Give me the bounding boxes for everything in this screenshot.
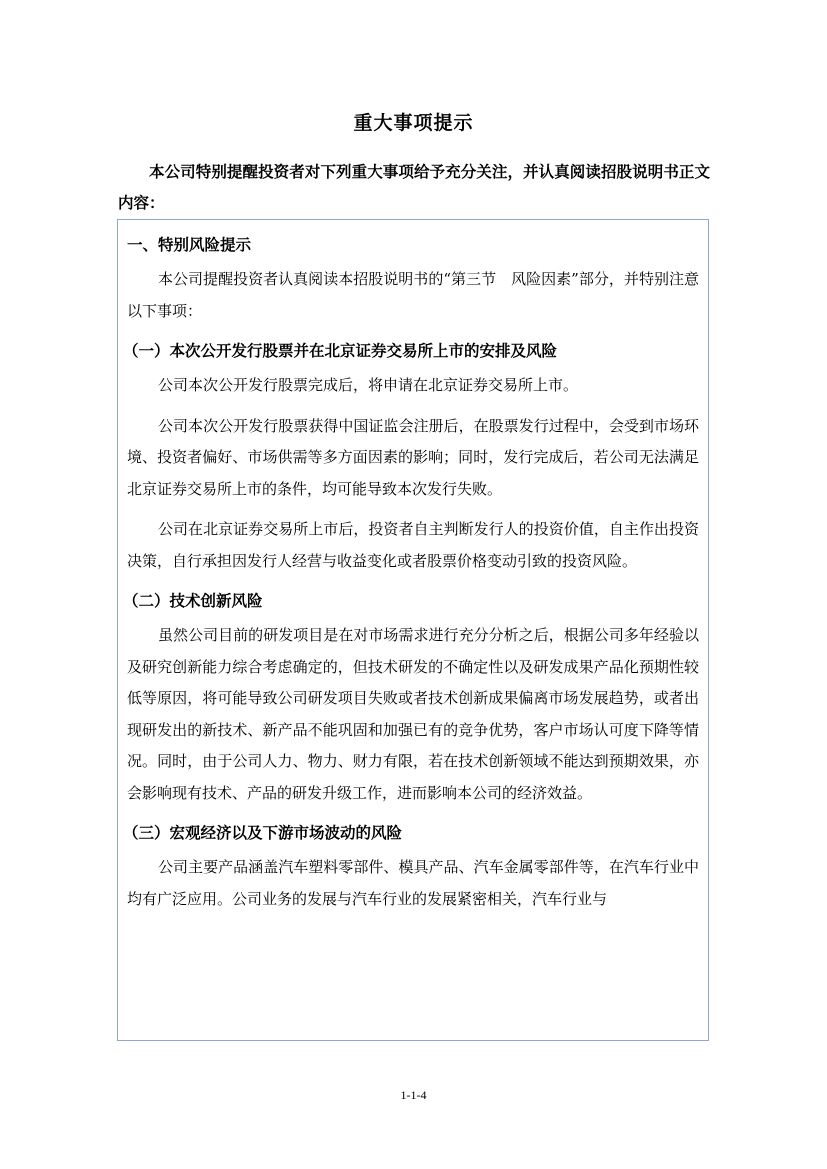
paragraph: 公司本次公开发行股票完成后，将申请在北京证券交易所上市。 xyxy=(158,376,579,394)
paragraph: 虽然公司目前的研发项目是在对市场需求进行充分分析之后，根据公司多年经验以及研究创新能力综合考虑确定的，但技术研发的不确定性以及研发成果产品化预期性较低等原因，将可能导致公司研发项目失败或者技术创新成果偏离市场发展趋势，或者出现研发出的新技术、新产品不能巩固和加强已有的竞争优势，客户市场认可度下降等情况。同时，由于公司人力、物力、财力有限，若在技术创新领域不能达到预期效果，亦会影响现有技术、产品的研发升级工作，进而影响本公司的经济效益。 xyxy=(127,626,699,802)
subsection-heading-3: （三）宏观经济以及下游市场波动的风险 xyxy=(123,823,403,842)
notice-box xyxy=(117,219,709,1041)
subsection-heading-2: （二）技术创新风险 xyxy=(123,591,263,610)
paragraph: 公司本次公开发行股票获得中国证监会注册后，在股票发行过程中，会受到市场环境、投资者偏好、市场供需等多方面因素的影响；同时，发行完成后，若公司无法满足北京证券交易所上市的条件，均可能导致本次发行失败。 xyxy=(127,416,699,498)
subsection-heading-1: （一）本次公开发行股票并在北京证券交易所上市的安排及风险 xyxy=(123,341,558,360)
section-heading: 一、特别风险提示 xyxy=(127,235,252,254)
paragraph: 公司主要产品涵盖汽车塑料零部件、模具产品、汽车金属零部件等，在汽车行业中均有广泛应用。公司业务的发展与汽车行业的发展紧密相关，汽车行业与 xyxy=(127,858,699,908)
page-title: 重大事项提示 xyxy=(353,112,474,134)
paragraph: 公司在北京证券交易所上市后，投资者自主判断发行人的投资价值，自主作出投资决策，自行承担因发行人经营与收益变化或者股票价格变动引致的投资风险。 xyxy=(127,520,699,570)
page-number: 1-1-4 xyxy=(400,1088,427,1102)
intro-paragraph: 本公司特别提醒投资者对下列重大事项给予充分关注，并认真阅读招股说明书正文内容： xyxy=(118,162,710,212)
section-intro: 本公司提醒投资者认真阅读本招股说明书的“第三节 风险因素”部分，并特别注意以下事项： xyxy=(127,270,699,320)
